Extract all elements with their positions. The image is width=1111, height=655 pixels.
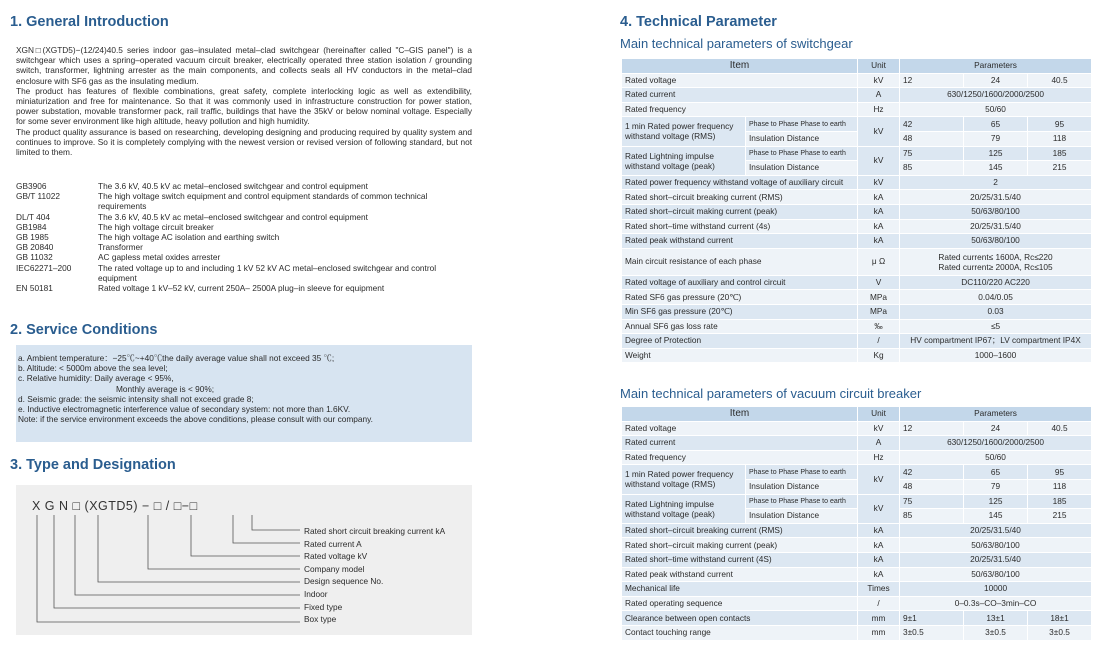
row-value: 118 (1028, 131, 1092, 146)
intro-paragraph: XGN□(XGTD5)−(12/24)40.5 series indoor gas–insulated metal–clad switchgear (hereinafter called "C–GIS panel") is a switchgear which uses a spring–operated vacuum circuit breaker, electrically operated three station isolation / grounding switch, transformer, lightning arrester as the main components, and collects seals all HV conductors in the metal–clad enclosure with SF6 gas as the insulating medium. (16, 45, 472, 86)
row-value: 79 (964, 479, 1028, 494)
table-row (622, 494, 1092, 509)
row-unit: kV (858, 175, 900, 190)
row-unit: kV (858, 465, 900, 494)
row-unit: kV (858, 73, 900, 88)
row-unit: kA (858, 219, 900, 234)
vacuum-circuit-breaker-table (621, 406, 1092, 641)
row-value: 50/63/80/100 (900, 538, 1092, 553)
row-unit: A (858, 436, 900, 451)
legend-item: Company model (304, 563, 365, 574)
row-value: 75 (900, 494, 964, 509)
header-item: Item (622, 59, 858, 74)
table-row (622, 625, 1092, 640)
legend-item: Box type (304, 614, 337, 625)
row-label: Rated current (622, 436, 858, 451)
row-value: 48 (900, 131, 964, 146)
service-line: a. Ambient temperature：−25℃~+40℃the daily average value shall not exceed 35 ℃; (18, 353, 335, 363)
row-sublabel: Phase to Phase Phase to earth (746, 117, 858, 132)
table-row (622, 611, 1092, 626)
table-header-row (622, 59, 1092, 74)
row-label: Rated short–circuit breaking current (RMS) (622, 190, 858, 205)
row-value: HV compartment IP67；LV compartment IP4X (900, 334, 1092, 349)
table-row (622, 290, 1092, 305)
row-value: 0.03 (900, 304, 1092, 319)
row-unit: A (858, 88, 900, 103)
row-label: Weight (622, 348, 858, 363)
row-value: 215 (1028, 509, 1092, 524)
row-value: 50/63/80/100 (900, 567, 1092, 582)
table-row (622, 73, 1092, 88)
table-title-switchgear: Main technical parameters of switchgear (620, 36, 853, 51)
standard-item (16, 263, 474, 283)
service-line: d. Seismic grade: the seismic intensity shall not exceed grade 8; (18, 393, 254, 404)
row-label: Contact touching range (622, 625, 858, 640)
table-row (622, 190, 1092, 205)
header-parameters: Parameters (900, 59, 1092, 74)
row-value: ≤5 (900, 319, 1092, 334)
row-label: Main circuit resistance of each phase (622, 248, 858, 275)
row-value: 85 (900, 161, 964, 176)
table-row (622, 538, 1092, 553)
standard-item (16, 283, 474, 293)
row-label: Degree of Protection (622, 334, 858, 349)
row-unit: kV (858, 421, 900, 436)
table-row (622, 102, 1092, 117)
row-unit: kA (858, 552, 900, 567)
standard-code: GB1984 (16, 221, 47, 232)
row-value: DC110/220 AC220 (900, 275, 1092, 290)
section-title-technical-parameter: 4. Technical Parameter (620, 14, 777, 30)
row-value: 24 (964, 421, 1028, 436)
row-label: Rated peak withstand current (622, 234, 858, 249)
row-value: 3±0.5 (900, 625, 964, 640)
row-label: Rated short–circuit making current (peak) (622, 204, 858, 219)
row-label: Rated short–circuit breaking current (RMS) (622, 523, 858, 538)
switchgear-parameters-table (621, 58, 1092, 363)
row-label: Rated short–time withstand current (4s) (622, 219, 858, 234)
row-label: Rated voltage (622, 73, 858, 88)
row-label: Rated current (622, 88, 858, 103)
row-value: 65 (964, 465, 1028, 480)
standard-item (16, 191, 474, 211)
row-value: 18±1 (1028, 611, 1092, 626)
row-value: 20/25/31.5/40 (900, 552, 1092, 567)
row-value: 125 (964, 146, 1028, 161)
row-sublabel: Insulation Distance (746, 161, 858, 176)
row-value: 40.5 (1028, 421, 1092, 436)
row-value: 20/25/31.5/40 (900, 523, 1092, 538)
resistance-line: Rated current≥ 2000A, Rc≤105 (938, 261, 1053, 272)
row-sublabel: Insulation Distance (746, 479, 858, 494)
row-label: Mechanical life (622, 582, 858, 597)
table-row (622, 219, 1092, 234)
row-value: 630/1250/1600/2000/2500 (900, 436, 1092, 451)
row-value: 20/25/31.5/40 (900, 190, 1092, 205)
standard-code: EN 50181 (16, 283, 53, 294)
section-title-type-designation: 3. Type and Designation (10, 457, 176, 473)
table-row (622, 88, 1092, 103)
standard-code: GB3906 (16, 181, 47, 191)
row-unit: kV (858, 117, 900, 146)
header-item: Item (622, 407, 858, 422)
row-value: 3±0.5 (1028, 625, 1092, 640)
row-label: 1 min Rated power frequency withstand voltage (RMS) (622, 117, 746, 146)
row-value: 85 (900, 509, 964, 524)
service-line: b. Altitude: < 5000m above the sea level; (18, 363, 168, 374)
row-unit: / (858, 596, 900, 611)
row-label: Rated short–time withstand current (4S) (622, 552, 858, 567)
row-value (900, 248, 1092, 275)
row-unit: kV (858, 146, 900, 175)
table-row (622, 248, 1092, 275)
row-value: 79 (964, 131, 1028, 146)
standard-code: GB/T 11022 (16, 191, 60, 202)
row-unit: kV (858, 494, 900, 523)
row-unit: kA (858, 190, 900, 205)
row-unit: Kg (858, 348, 900, 363)
legend-item: Design sequence No. (304, 576, 384, 587)
row-sublabel: Phase to Phase Phase to earth (746, 465, 858, 480)
legend-item: Rated short circuit breaking current kA (304, 526, 446, 536)
standard-item (16, 181, 474, 191)
row-label: Rated frequency (622, 450, 858, 465)
row-value: 40.5 (1028, 73, 1092, 88)
row-unit: mm (858, 611, 900, 626)
row-value: 0–0.3s–CO–3min–CO (900, 596, 1092, 611)
row-value: 9±1 (900, 611, 964, 626)
standard-desc: The high voltage switch equipment and control equipment standards of common technical requirements (98, 191, 428, 212)
row-sublabel: Insulation Distance (746, 131, 858, 146)
row-label: Rated voltage of auxiliary and control circuit (622, 275, 858, 290)
table-row (622, 582, 1092, 597)
row-value: 50/63/80/100 (900, 234, 1092, 249)
standard-item (16, 222, 474, 232)
row-value: 20/25/31.5/40 (900, 219, 1092, 234)
row-value: 3±0.5 (964, 625, 1028, 640)
service-line: Note: if the service environment exceeds the above conditions, please consult with our company. (18, 414, 373, 425)
row-value: 24 (964, 73, 1028, 88)
row-value: 145 (964, 509, 1028, 524)
service-line: Monthly average is < 90%; (116, 383, 215, 394)
row-label: Rated short–circuit making current (peak) (622, 538, 858, 553)
service-line: e. Inductive electromagnetic interference value of secondary system: not more than 1.6KV. (18, 404, 351, 415)
standard-desc: Rated voltage 1 kV–52 kV, current 250A– 2500A plug–in sleeve for equipment (98, 283, 385, 294)
table-row (622, 436, 1092, 451)
table-row (622, 146, 1092, 161)
row-unit: kA (858, 204, 900, 219)
row-value: 185 (1028, 146, 1092, 161)
row-label: Rated voltage (622, 421, 858, 436)
row-unit: Times (858, 582, 900, 597)
header-unit: Unit (858, 407, 900, 422)
row-value: 12 (900, 73, 964, 88)
table-row (622, 465, 1092, 480)
standard-code: GB 11032 (16, 252, 53, 263)
standard-item (16, 242, 474, 252)
standard-desc: Transformer (98, 242, 143, 253)
row-unit: kA (858, 234, 900, 249)
row-label: Rated frequency (622, 102, 858, 117)
row-sublabel: Phase to Phase Phase to earth (746, 146, 858, 161)
row-label: Rated operating sequence (622, 596, 858, 611)
section-title-service-conditions: 2. Service Conditions (10, 322, 158, 338)
table-row (622, 567, 1092, 582)
row-value: 12 (900, 421, 964, 436)
designation-formula: X G N □ (XGTD5) − □ / □−□ (32, 499, 198, 513)
row-label: Annual SF6 gas loss rate (622, 319, 858, 334)
row-value: 50/63/80/100 (900, 204, 1092, 219)
standard-code: DL/T 404 (16, 211, 50, 222)
standards-list (16, 181, 474, 293)
service-line: c. Relative humidity: Daily average < 95%, (18, 373, 174, 384)
row-unit: Hz (858, 102, 900, 117)
standard-code: GB 20840 (16, 242, 54, 253)
row-value: 50/60 (900, 450, 1092, 465)
row-label: Rated Lightning impulse withstand voltage (peak) (622, 146, 746, 175)
row-label: Clearance between open contacts (622, 611, 858, 626)
standard-desc: The high voltage circuit breaker (98, 221, 214, 232)
row-value: 65 (964, 117, 1028, 132)
standard-desc: The 3.6 kV, 40.5 kV ac metal–enclosed switchgear and control equipment (98, 181, 368, 191)
standard-desc: The high voltage AC isolation and earthing switch (98, 232, 280, 243)
row-label: Rated Lightning impulse withstand voltage (peak) (622, 494, 746, 523)
row-label: Rated power frequency withstand voltage of auxiliary circuit (622, 175, 858, 190)
table-row (622, 348, 1092, 363)
legend-item: Indoor (304, 588, 328, 599)
header-unit: Unit (858, 59, 900, 74)
row-label: Rated SF6 gas pressure (20℃) (622, 290, 858, 305)
row-label: Min SF6 gas pressure (20℃) (622, 304, 858, 319)
standard-desc: The 3.6 kV, 40.5 kV ac metal–enclosed switchgear and control equipment (98, 211, 368, 222)
row-value: 10000 (900, 582, 1092, 597)
standard-item (16, 232, 474, 242)
table-row (622, 234, 1092, 249)
standard-code: GB 1985 (16, 232, 49, 243)
row-unit: kA (858, 523, 900, 538)
intro-paragraph: The product quality assurance is based on researching, developing designing and producing required by quality system and continues to improve. So it is completely complying with the newest version or revised version of following standard, but not limited to them. (16, 126, 472, 158)
row-value: 1000–1600 (900, 348, 1092, 363)
row-value: 48 (900, 479, 964, 494)
legend-item: Fixed type (304, 601, 343, 612)
table-header-row (622, 407, 1092, 422)
row-value: 95 (1028, 465, 1092, 480)
table-row (622, 596, 1092, 611)
table-row (622, 204, 1092, 219)
table-row (622, 523, 1092, 538)
legend-item: Rated current A (304, 538, 362, 549)
row-value: 630/1250/1600/2000/2500 (900, 88, 1092, 103)
table-row (622, 552, 1092, 567)
row-label: 1 min Rated power frequency withstand voltage (RMS) (622, 465, 746, 494)
row-unit: kA (858, 538, 900, 553)
row-unit: kA (858, 567, 900, 582)
table-row (622, 319, 1092, 334)
row-unit: MPa (858, 304, 900, 319)
row-value: 2 (900, 175, 1092, 190)
row-unit: MPa (858, 290, 900, 305)
standard-item (16, 212, 474, 222)
row-value: 75 (900, 146, 964, 161)
row-value: 118 (1028, 479, 1092, 494)
row-value: 0.04/0.05 (900, 290, 1092, 305)
row-value: 42 (900, 465, 964, 480)
row-unit: μ Ω (858, 248, 900, 275)
standard-desc: The rated voltage up to and including 1 kV 52 kV AC metal–enclosed switchgear and control equipment (98, 262, 437, 283)
resistance-line: Rated current≤ 1600A, Rc≤220 (938, 251, 1053, 262)
table-row (622, 117, 1092, 132)
table-row (622, 334, 1092, 349)
section-title-general-introduction: 1. General Introduction (10, 14, 169, 30)
intro-paragraph: The product has features of flexible combinations, great safety, complete interlocking logic as well as extendibility, miniaturization and free for maintenance. So that it was commonly used in infrastructure construction for power station, power substation, movable transformer pack, rail traffic, buildings that have the 35kV or below nominal voltage. Especially for some sever environment like high altitude, heavy pollution and high humidity. (16, 85, 472, 127)
row-sublabel: Phase to Phase Phase to earth (746, 494, 858, 509)
row-value: 185 (1028, 494, 1092, 509)
row-value: 145 (964, 161, 1028, 176)
standard-desc: AC gapless metal oxides arrester (98, 252, 221, 263)
row-unit: V (858, 275, 900, 290)
standard-code: IEC62271–200 (16, 262, 72, 273)
row-sublabel: Insulation Distance (746, 509, 858, 524)
row-value: 125 (964, 494, 1028, 509)
table-row (622, 275, 1092, 290)
intro-text (16, 45, 472, 157)
type-designation-diagram (16, 485, 472, 635)
table-row (622, 450, 1092, 465)
row-label: Rated peak withstand current (622, 567, 858, 582)
designation-legend (304, 525, 445, 626)
table-row (622, 175, 1092, 190)
service-conditions-box (16, 345, 472, 442)
row-value: 13±1 (964, 611, 1028, 626)
row-value: 50/60 (900, 102, 1092, 117)
table-row (622, 421, 1092, 436)
table-row (622, 304, 1092, 319)
row-unit: / (858, 334, 900, 349)
row-value: 215 (1028, 161, 1092, 176)
table-title-vacuum-circuit-breaker: Main technical parameters of vacuum circuit breaker (620, 386, 922, 401)
legend-item: Rated voltage kV (304, 551, 368, 562)
standard-item (16, 252, 474, 262)
row-value: 95 (1028, 117, 1092, 132)
row-unit: mm (858, 625, 900, 640)
row-unit: Hz (858, 450, 900, 465)
row-unit: ‰ (858, 319, 900, 334)
header-parameters: Parameters (900, 407, 1092, 422)
row-value: 42 (900, 117, 964, 132)
